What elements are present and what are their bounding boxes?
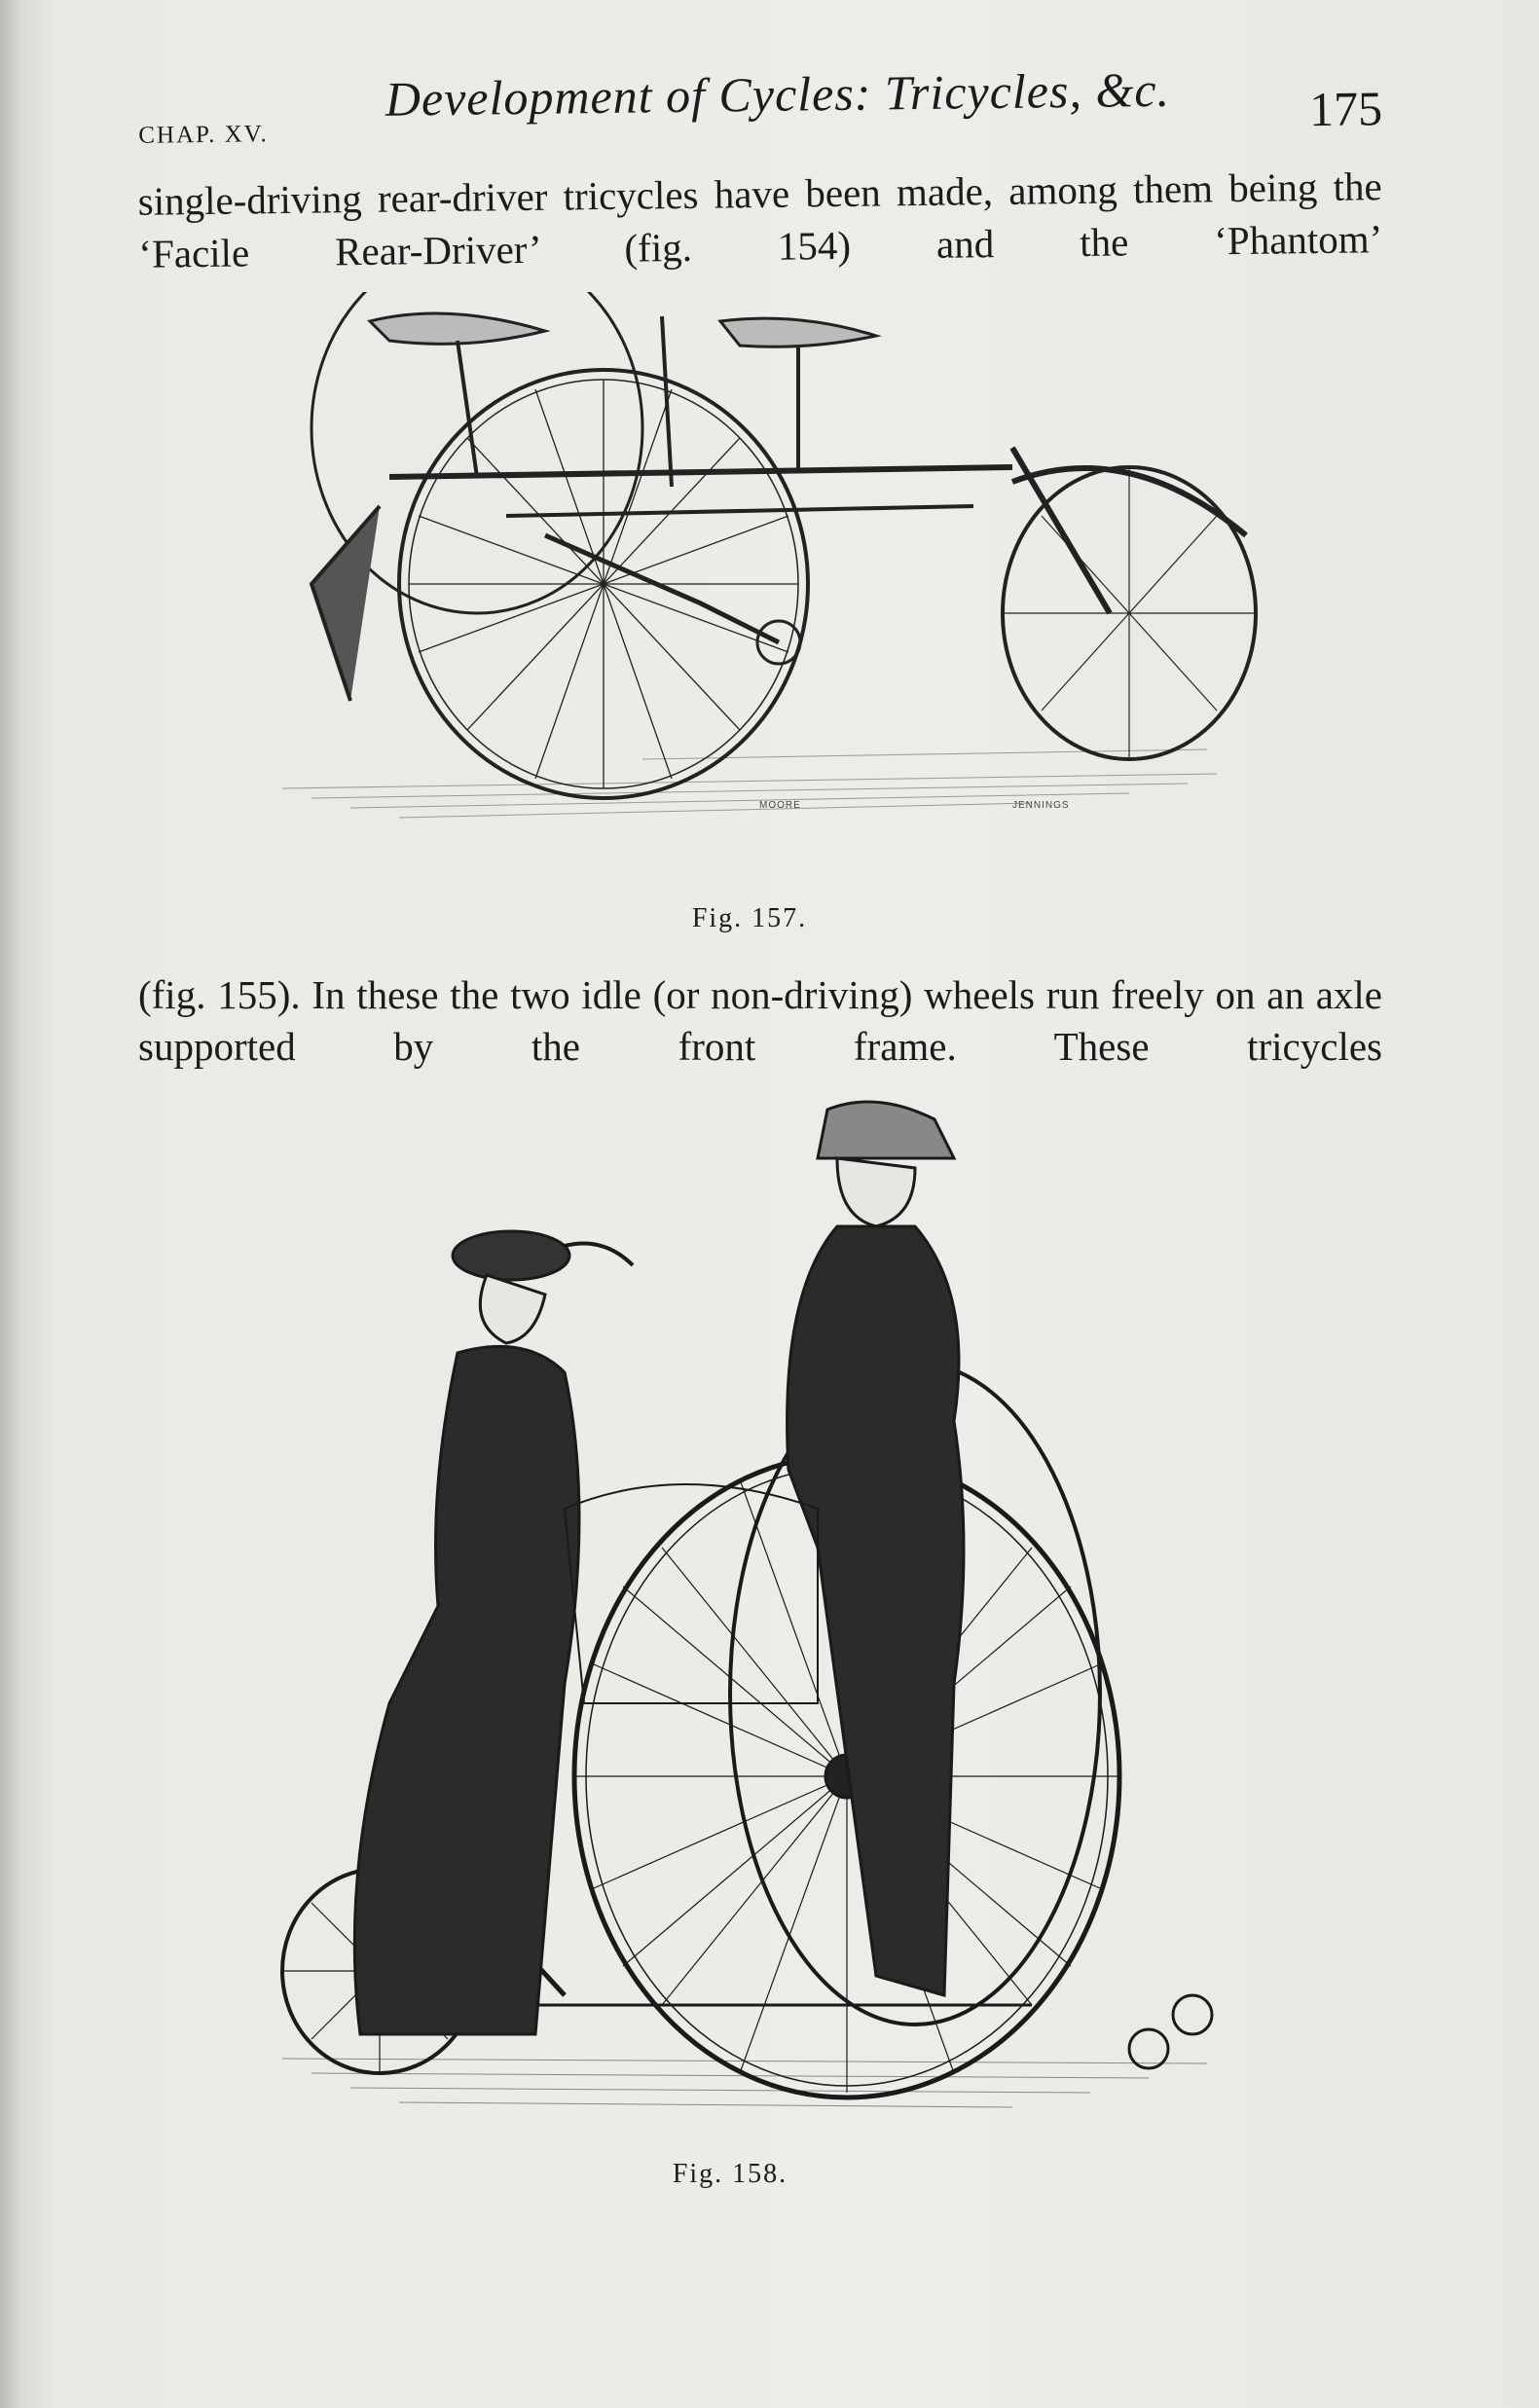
engraver-signature-left: MOORE xyxy=(759,800,801,811)
figure-157-illustration xyxy=(253,292,1275,876)
page-number: 175 xyxy=(1308,81,1383,137)
figure-158-illustration xyxy=(273,1100,1246,2151)
chapter-label: CHAP. XV. xyxy=(138,121,269,149)
paragraph-middle: (fig. 155). In these the two idle (or non-driving) wheels run freely on an axle supported by the front frame. These tricycles xyxy=(138,972,1382,1069)
page-header xyxy=(135,51,1382,173)
figure-158-caption: Fig. 158. xyxy=(672,2159,788,2189)
figure-157-caption: Fig. 157. xyxy=(691,903,808,933)
paragraph-top: single-driving rear-driver tricycles have been made, among them being the ‘Facile Rear-Driver’ (fig. 154) and the ‘Phantom’ xyxy=(137,164,1383,276)
engraver-signature-right: JENNINGS xyxy=(1012,800,1070,811)
running-title: Development of Cycles: Tricycles, &c. xyxy=(385,61,1171,127)
